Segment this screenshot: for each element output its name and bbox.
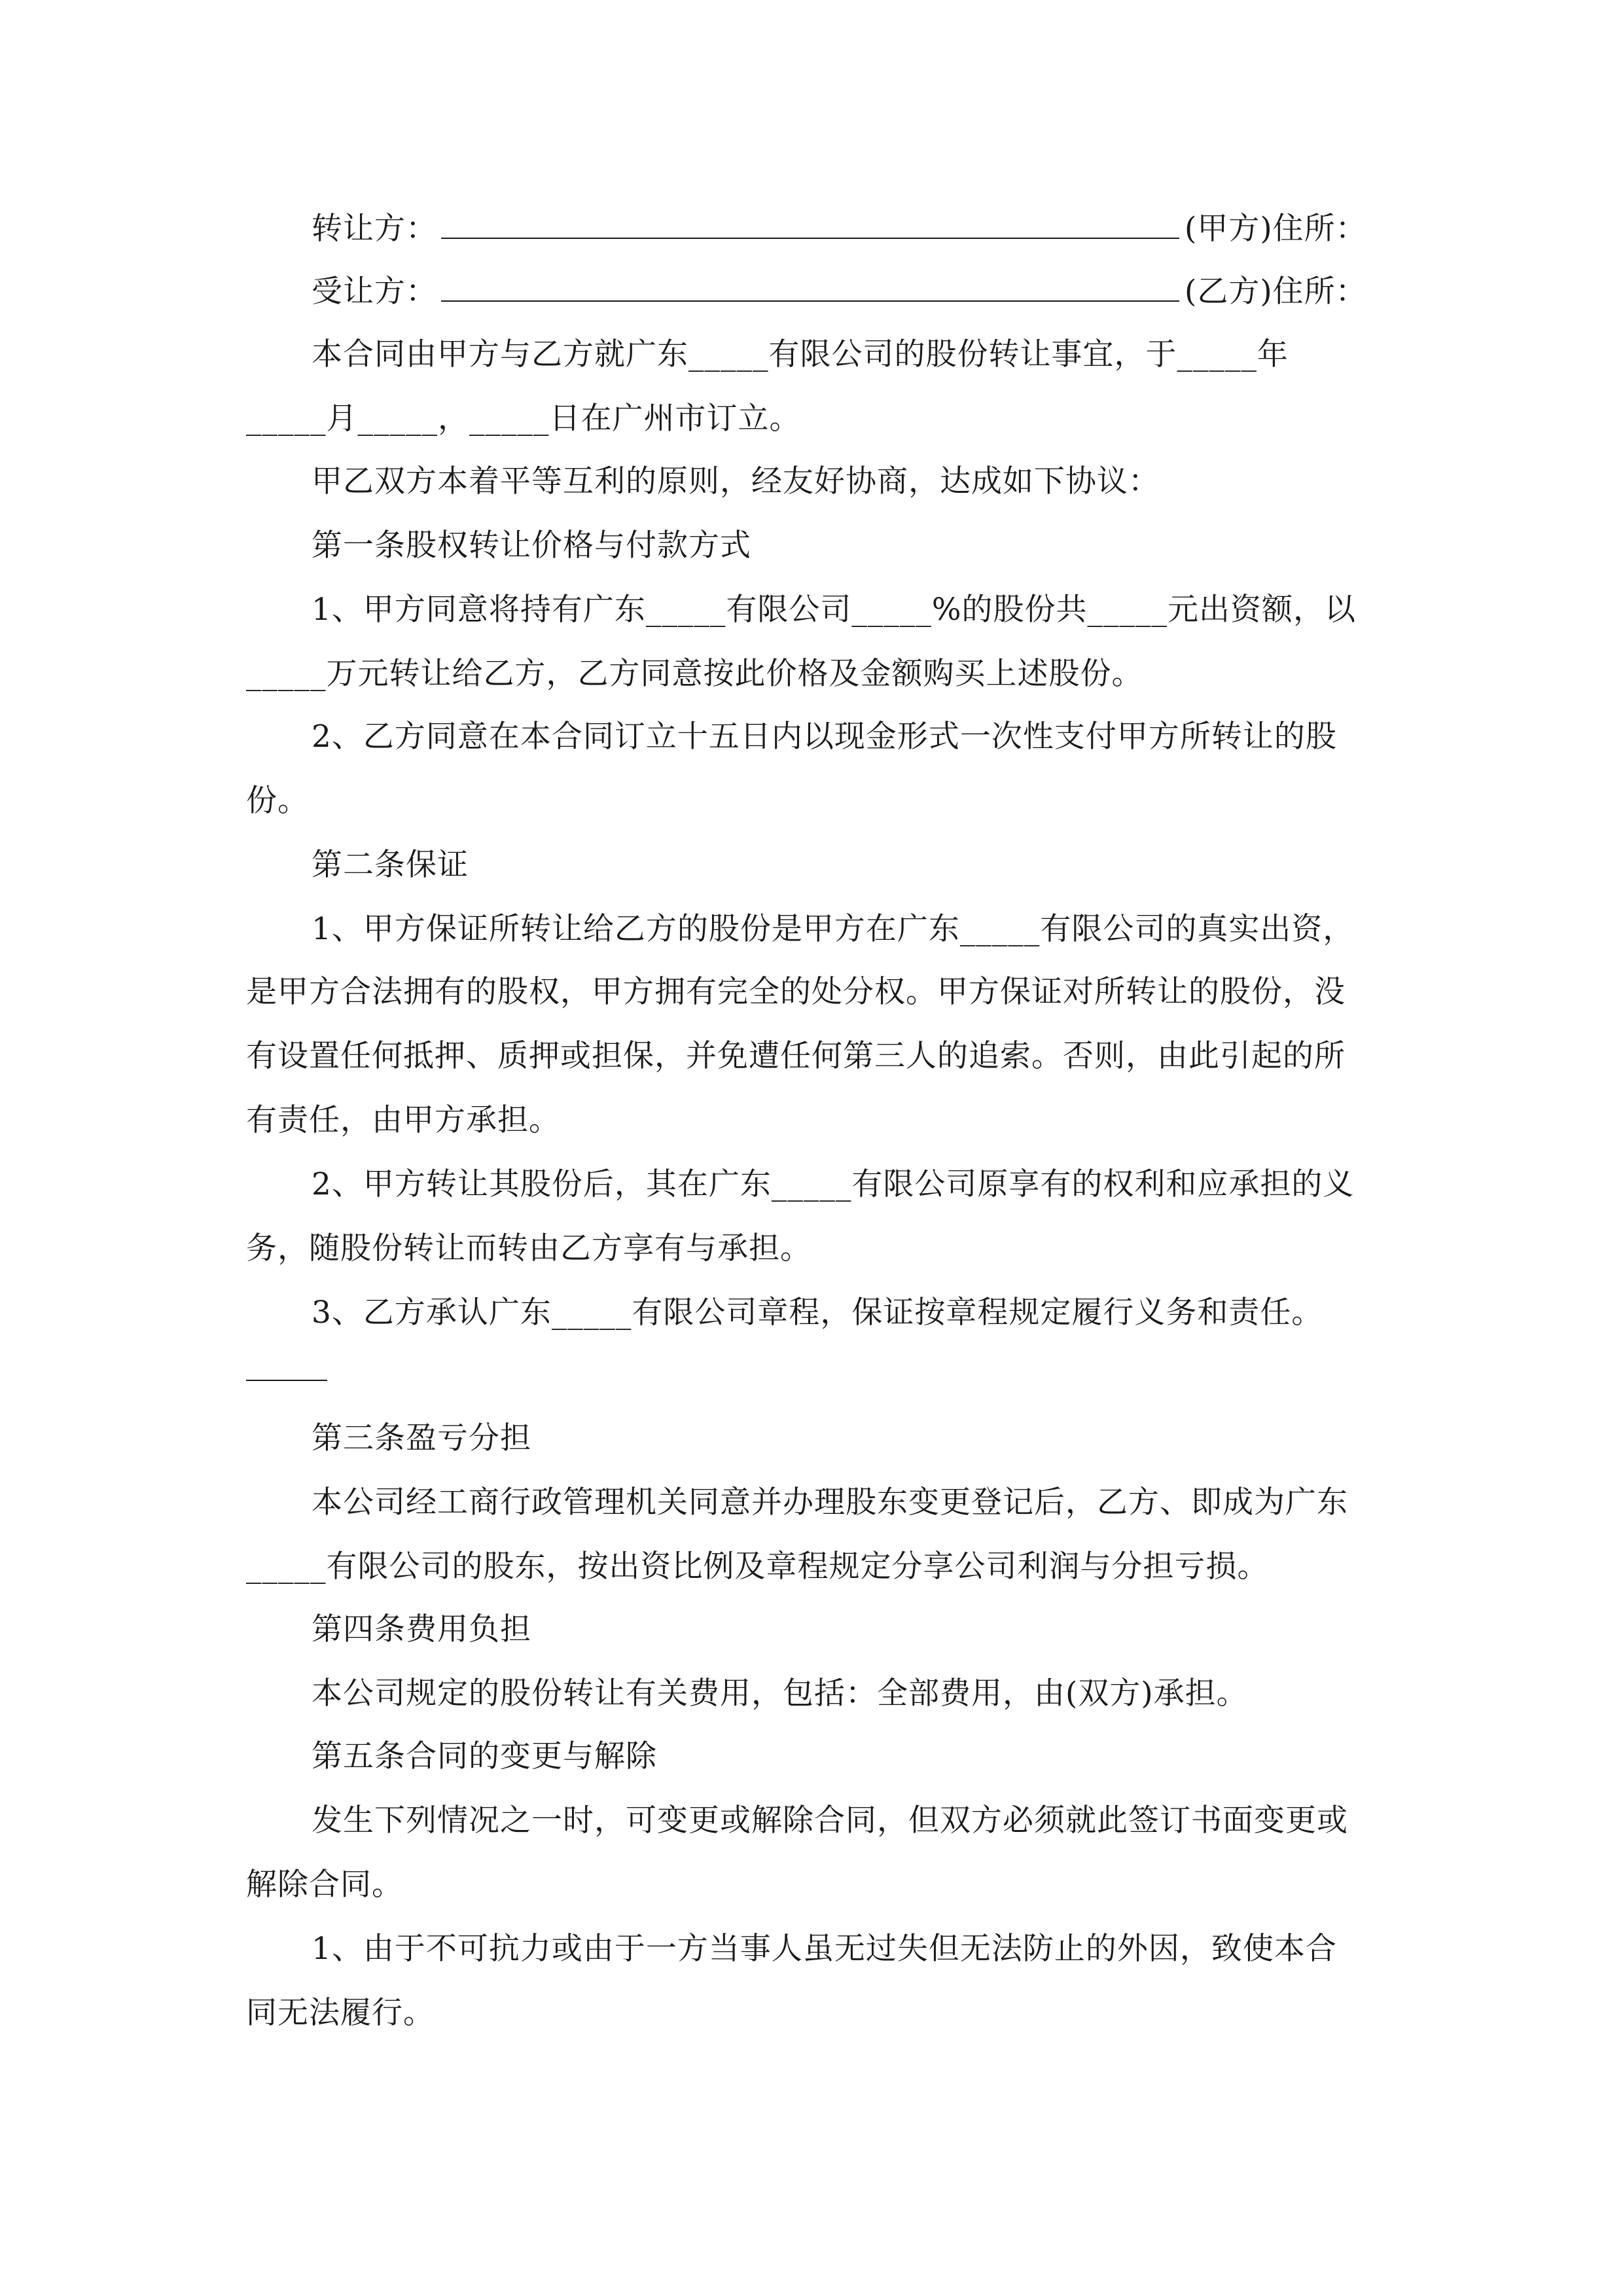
blank-underline: [246, 1380, 327, 1381]
article-1-heading: 第一条股权转让价格与付款方式: [312, 528, 751, 564]
transferee-label: 受让方：: [312, 274, 437, 310]
article-1-item-2-line-2: 份。: [246, 783, 309, 819]
article-4-body-line: 本公司规定的股份转让有关费用，包括：全部费用，由(双方)承担。: [312, 1676, 1248, 1712]
article-2-item-2-line-1: 2、甲方转让其股份后，其在广东_____有限公司原享有的权利和应承担的义: [312, 1166, 1355, 1202]
transferee-name-blank: [441, 274, 1179, 302]
article-1-item-1-line-1: 1、甲方同意将持有广东_____有限公司_____%的股份共_____元出资额，以: [312, 592, 1357, 628]
transferor-name-blank: [441, 211, 1179, 239]
article-3-body-line-1: 本公司经工商行政管理机关同意并办理股东变更登记后，乙方、即成为广东: [312, 1484, 1348, 1520]
transferor-label: 转让方：: [312, 211, 437, 247]
transferee-tail: (乙方)住所：: [1185, 274, 1367, 310]
article-4-heading: 第四条费用负担: [312, 1611, 531, 1647]
article-5-body-line-1: 发生下列情况之一时，可变更或解除合同，但双方必须就此签订书面变更或: [312, 1803, 1348, 1839]
article-5-item-1-line-1: 1、由于不可抗力或由于一方当事人虽无过失但无法防止的外因，致使本合: [312, 1931, 1337, 1967]
contract-date-line: _____月_____，_____日在广州市订立。: [246, 401, 801, 437]
article-5-heading: 第五条合同的变更与解除: [312, 1738, 657, 1774]
transferor-line: [312, 209, 1367, 249]
article-1-item-2-line-1: 2、乙方同意在本合同订立十五日内以现金形式一次性支付甲方所转让的股: [312, 719, 1337, 755]
article-2-item-3-line: 3、乙方承认广东_____有限公司章程，保证按章程规定履行义务和责任。: [312, 1295, 1323, 1331]
contract-intro-line: 本合同由甲方与乙方就广东_____有限公司的股份转让事宜，于_____年: [312, 336, 1289, 372]
article-5-item-1-line-2: 同无法履行。: [246, 1995, 435, 2031]
article-5-body-line-2: 解除合同。: [246, 1867, 403, 1903]
transferee-line: [312, 272, 1367, 312]
principle-line: 甲乙双方本着平等互利的原则，经友好协商，达成如下协议：: [312, 463, 1160, 499]
transferor-tail: (甲方)住所：: [1185, 211, 1367, 247]
article-2-item-1-line-3: 有设置任何抵押、质押或担保，并免遭任何第三人的追索。否则，由此引起的所: [246, 1038, 1346, 1074]
article-2-item-1-line-1: 1、甲方保证所转让给乙方的股份是甲方在广东_____有限公司的真实出资，: [312, 911, 1355, 947]
article-3-heading: 第三条盈亏分担: [312, 1420, 531, 1456]
article-2-item-2-line-2: 务，随股份转让而转由乙方享有与承担。: [246, 1230, 812, 1266]
article-1-item-1-line-2: _____万元转让给乙方，乙方同意按此价格及金额购买上述股份。: [246, 656, 1143, 692]
article-2-item-1-line-4: 有责任，由甲方承担。: [246, 1102, 560, 1138]
article-3-body-line-2: _____有限公司的股东，按出资比例及章程规定分享公司利润与分担亏损。: [246, 1549, 1269, 1585]
article-2-item-1-line-2: 是甲方合法拥有的股权，甲方拥有完全的处分权。甲方保证对所转让的股份，没: [246, 974, 1346, 1010]
article-2-heading: 第二条保证: [312, 847, 469, 883]
